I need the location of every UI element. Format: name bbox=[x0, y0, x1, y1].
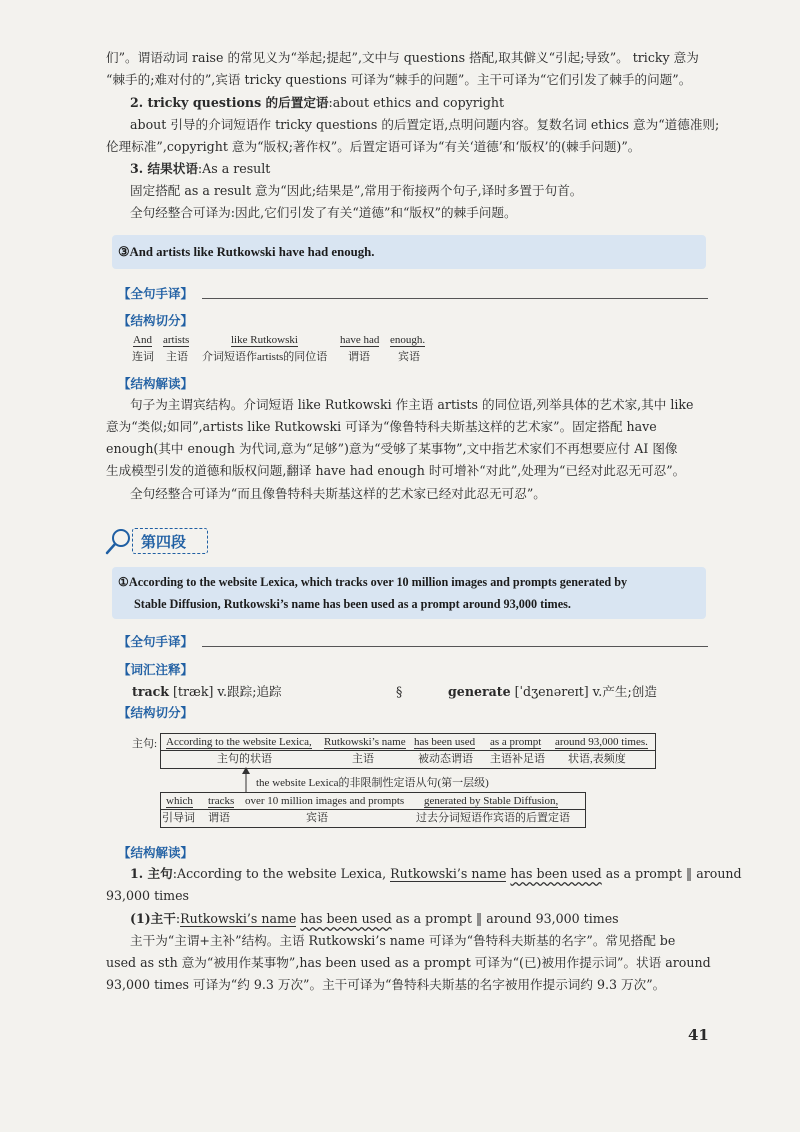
label-analysis-4: 【结构解读】 bbox=[118, 845, 194, 860]
analysis-3-line2: 意为“类似;如同”,artists like Rutkowski 可译为“像鲁特科夫斯基这样的艺术家”。固定搭配 have bbox=[106, 419, 657, 434]
main-word: Rutkowski’s name bbox=[324, 736, 406, 748]
p1-heading-2 bbox=[130, 95, 504, 111]
clause-note: the website Lexica的非限制性定语从句(第一层级) bbox=[256, 777, 489, 789]
main-word: According to the website Lexica, bbox=[166, 736, 312, 748]
split-role: 宾语 bbox=[398, 351, 420, 363]
split-word: have had bbox=[340, 334, 380, 346]
analysis-4-line3: 主干为“主谓+主补”结构。主语 Rutkowski’s name 可译为“鲁特科夫斯基的名字”。常见搭配 be bbox=[130, 933, 676, 948]
vocab-generate: generate [ˈdʒenəreɪt] v.产生;创造 bbox=[448, 684, 657, 699]
analysis-4-line5: 93,000 times 可译为“约 9.3 万次”。主干可译为“鲁特科夫斯基的名字被用作提示词约 9.3 万次”。 bbox=[106, 977, 666, 992]
split-role: 谓语 bbox=[348, 351, 370, 363]
split-role: 介词短语作artists的同位语 bbox=[202, 351, 328, 363]
split-role: 主语 bbox=[166, 351, 188, 363]
p1-line4: 伦理标准”,copyright 意为“版权;著作权”。后置定语可译为“有关‘道德’和‘版权’的(棘手问题)”。 bbox=[106, 139, 641, 154]
sub-word: which bbox=[166, 795, 193, 807]
translate-line-4[interactable] bbox=[202, 646, 708, 647]
sentence-4-1-band bbox=[112, 567, 706, 619]
heading-2-tail: :about ethics and copyright bbox=[328, 95, 505, 110]
section-title: 第四段 bbox=[141, 533, 187, 551]
label-split-3: 【结构切分】 bbox=[118, 313, 194, 328]
label-translate-4: 【全句手译】 bbox=[118, 634, 194, 649]
label-analysis-3: 【结构解读】 bbox=[118, 376, 194, 391]
analysis-4-trunk: (1)主干:Rutkowski’s name has been used as a prompt ‖ around 93,000 times bbox=[130, 911, 619, 926]
label-split-4: 【结构切分】 bbox=[118, 705, 194, 720]
p1-line3: about 引导的介词短语作 tricky questions 的后置定语,点明问题内容。复数名词 ethics 意为“道德准则; bbox=[130, 117, 720, 132]
vocab-separator-icon: § bbox=[396, 684, 403, 699]
sub-role: 引导词 bbox=[162, 812, 195, 824]
analysis-4-line4: used as sth 意为“被用作某事物”,has been used as a prompt 可译为“(已)被用作提示词”。状语 around bbox=[106, 955, 711, 970]
main-role: 主句的状语 bbox=[217, 753, 272, 765]
main-word: around 93,000 times. bbox=[555, 736, 648, 748]
sub-role: 过去分词短语作宾语的后置定语 bbox=[416, 812, 570, 824]
page-number: 41 bbox=[688, 1026, 709, 1044]
main-role: 被动态谓语 bbox=[418, 753, 473, 765]
main-word: has been used bbox=[414, 736, 476, 748]
p1-heading-3 bbox=[130, 161, 270, 177]
analysis-3-line1: 句子为主谓宾结构。介词短语 like Rutkowski 作主语 artists 的同位语,列举具体的艺术家,其中 like bbox=[130, 397, 694, 412]
magnifier-icon bbox=[104, 526, 134, 560]
split-word: like Rutkowski bbox=[231, 334, 298, 346]
main-role: 主语 bbox=[352, 753, 374, 765]
analysis-3-line5: 全句经整合可译为“而且像鲁特科夫斯基这样的艺术家已经对此忍无可忍”。 bbox=[130, 486, 546, 501]
vocab-track: track [træk] v.跟踪;追踪 bbox=[132, 684, 282, 699]
p1-line2: “棘手的;难对付的”,宾语 tricky questions 可译为“棘手的问题”。主干可译为“它们引发了棘手的问题”。 bbox=[106, 72, 692, 87]
p1-line6: 全句经整合可译为:因此,它们引发了有关“道德”和“版权”的棘手问题。 bbox=[130, 205, 517, 220]
sentence-4-1-line1: ①According to the website Lexica, which tracks over 10 million images and prompts generated by bbox=[118, 575, 628, 589]
heading-3-label: 3. 结果状语 bbox=[130, 161, 198, 176]
p1-line1: 们”。谓语动词 raise 的常见义为“举起;提起”,文中与 questions 搭配,取其僻义“引起;导致”。 tricky 意为 bbox=[106, 50, 699, 65]
sentence-3-text: ③And artists like Rutkowski have had enough. bbox=[118, 245, 375, 259]
split-word: enough. bbox=[390, 334, 426, 346]
section-title-box bbox=[132, 528, 208, 554]
sub-word: over 10 million images and prompts bbox=[245, 795, 405, 807]
main-word: as a prompt bbox=[490, 736, 542, 748]
split-word: And bbox=[133, 334, 152, 346]
sub-word: generated by Stable Diffusion, bbox=[424, 795, 559, 807]
analysis-4-main-clause-cont: 93,000 times bbox=[106, 888, 190, 903]
split-role: 连词 bbox=[132, 351, 154, 363]
sub-clause-divider bbox=[160, 809, 586, 810]
p1-line5: 固定搭配 as a result 意为“因此;结果是”,常用于衔接两个句子,译时多置于句首。 bbox=[130, 183, 583, 198]
main-clause-label: 主句: bbox=[132, 738, 158, 750]
translate-line-3[interactable] bbox=[202, 298, 708, 299]
label-translate-3: 【全句手译】 bbox=[118, 286, 194, 301]
split-word: artists bbox=[163, 334, 190, 346]
heading-2-label: 2. tricky questions 的后置定语 bbox=[130, 95, 329, 110]
sentence-3-band bbox=[112, 235, 706, 269]
sentence-4-1-line2: Stable Diffusion, Rutkowski’s name has been used as a prompt around 93,000 times. bbox=[134, 597, 571, 611]
main-clause-divider bbox=[160, 750, 656, 751]
analysis-4-main-clause: 1. 主句:According to the website Lexica, Rutkowski’s name has been used as a prompt ‖ around bbox=[130, 866, 742, 881]
sub-word: tracks bbox=[208, 795, 235, 807]
analysis-3-line4: 生成模型引发的道德和版权问题,翻译 have had enough 时可增补“对此”,处理为“已经对此忍无可忍”。 bbox=[106, 463, 686, 478]
sub-role: 宾语 bbox=[306, 812, 328, 824]
analysis-3-line3: enough(其中 enough 为代词,意为“足够”)意为“受够了某事物”,文中指艺术家们不再想要应付 AI 图像 bbox=[106, 441, 678, 456]
label-vocab-4: 【词汇注释】 bbox=[118, 662, 194, 677]
sub-role: 谓语 bbox=[208, 812, 230, 824]
heading-3-tail: :As a result bbox=[197, 161, 271, 176]
main-role: 状语,表频度 bbox=[568, 753, 626, 765]
main-role: 主语补足语 bbox=[490, 753, 545, 765]
